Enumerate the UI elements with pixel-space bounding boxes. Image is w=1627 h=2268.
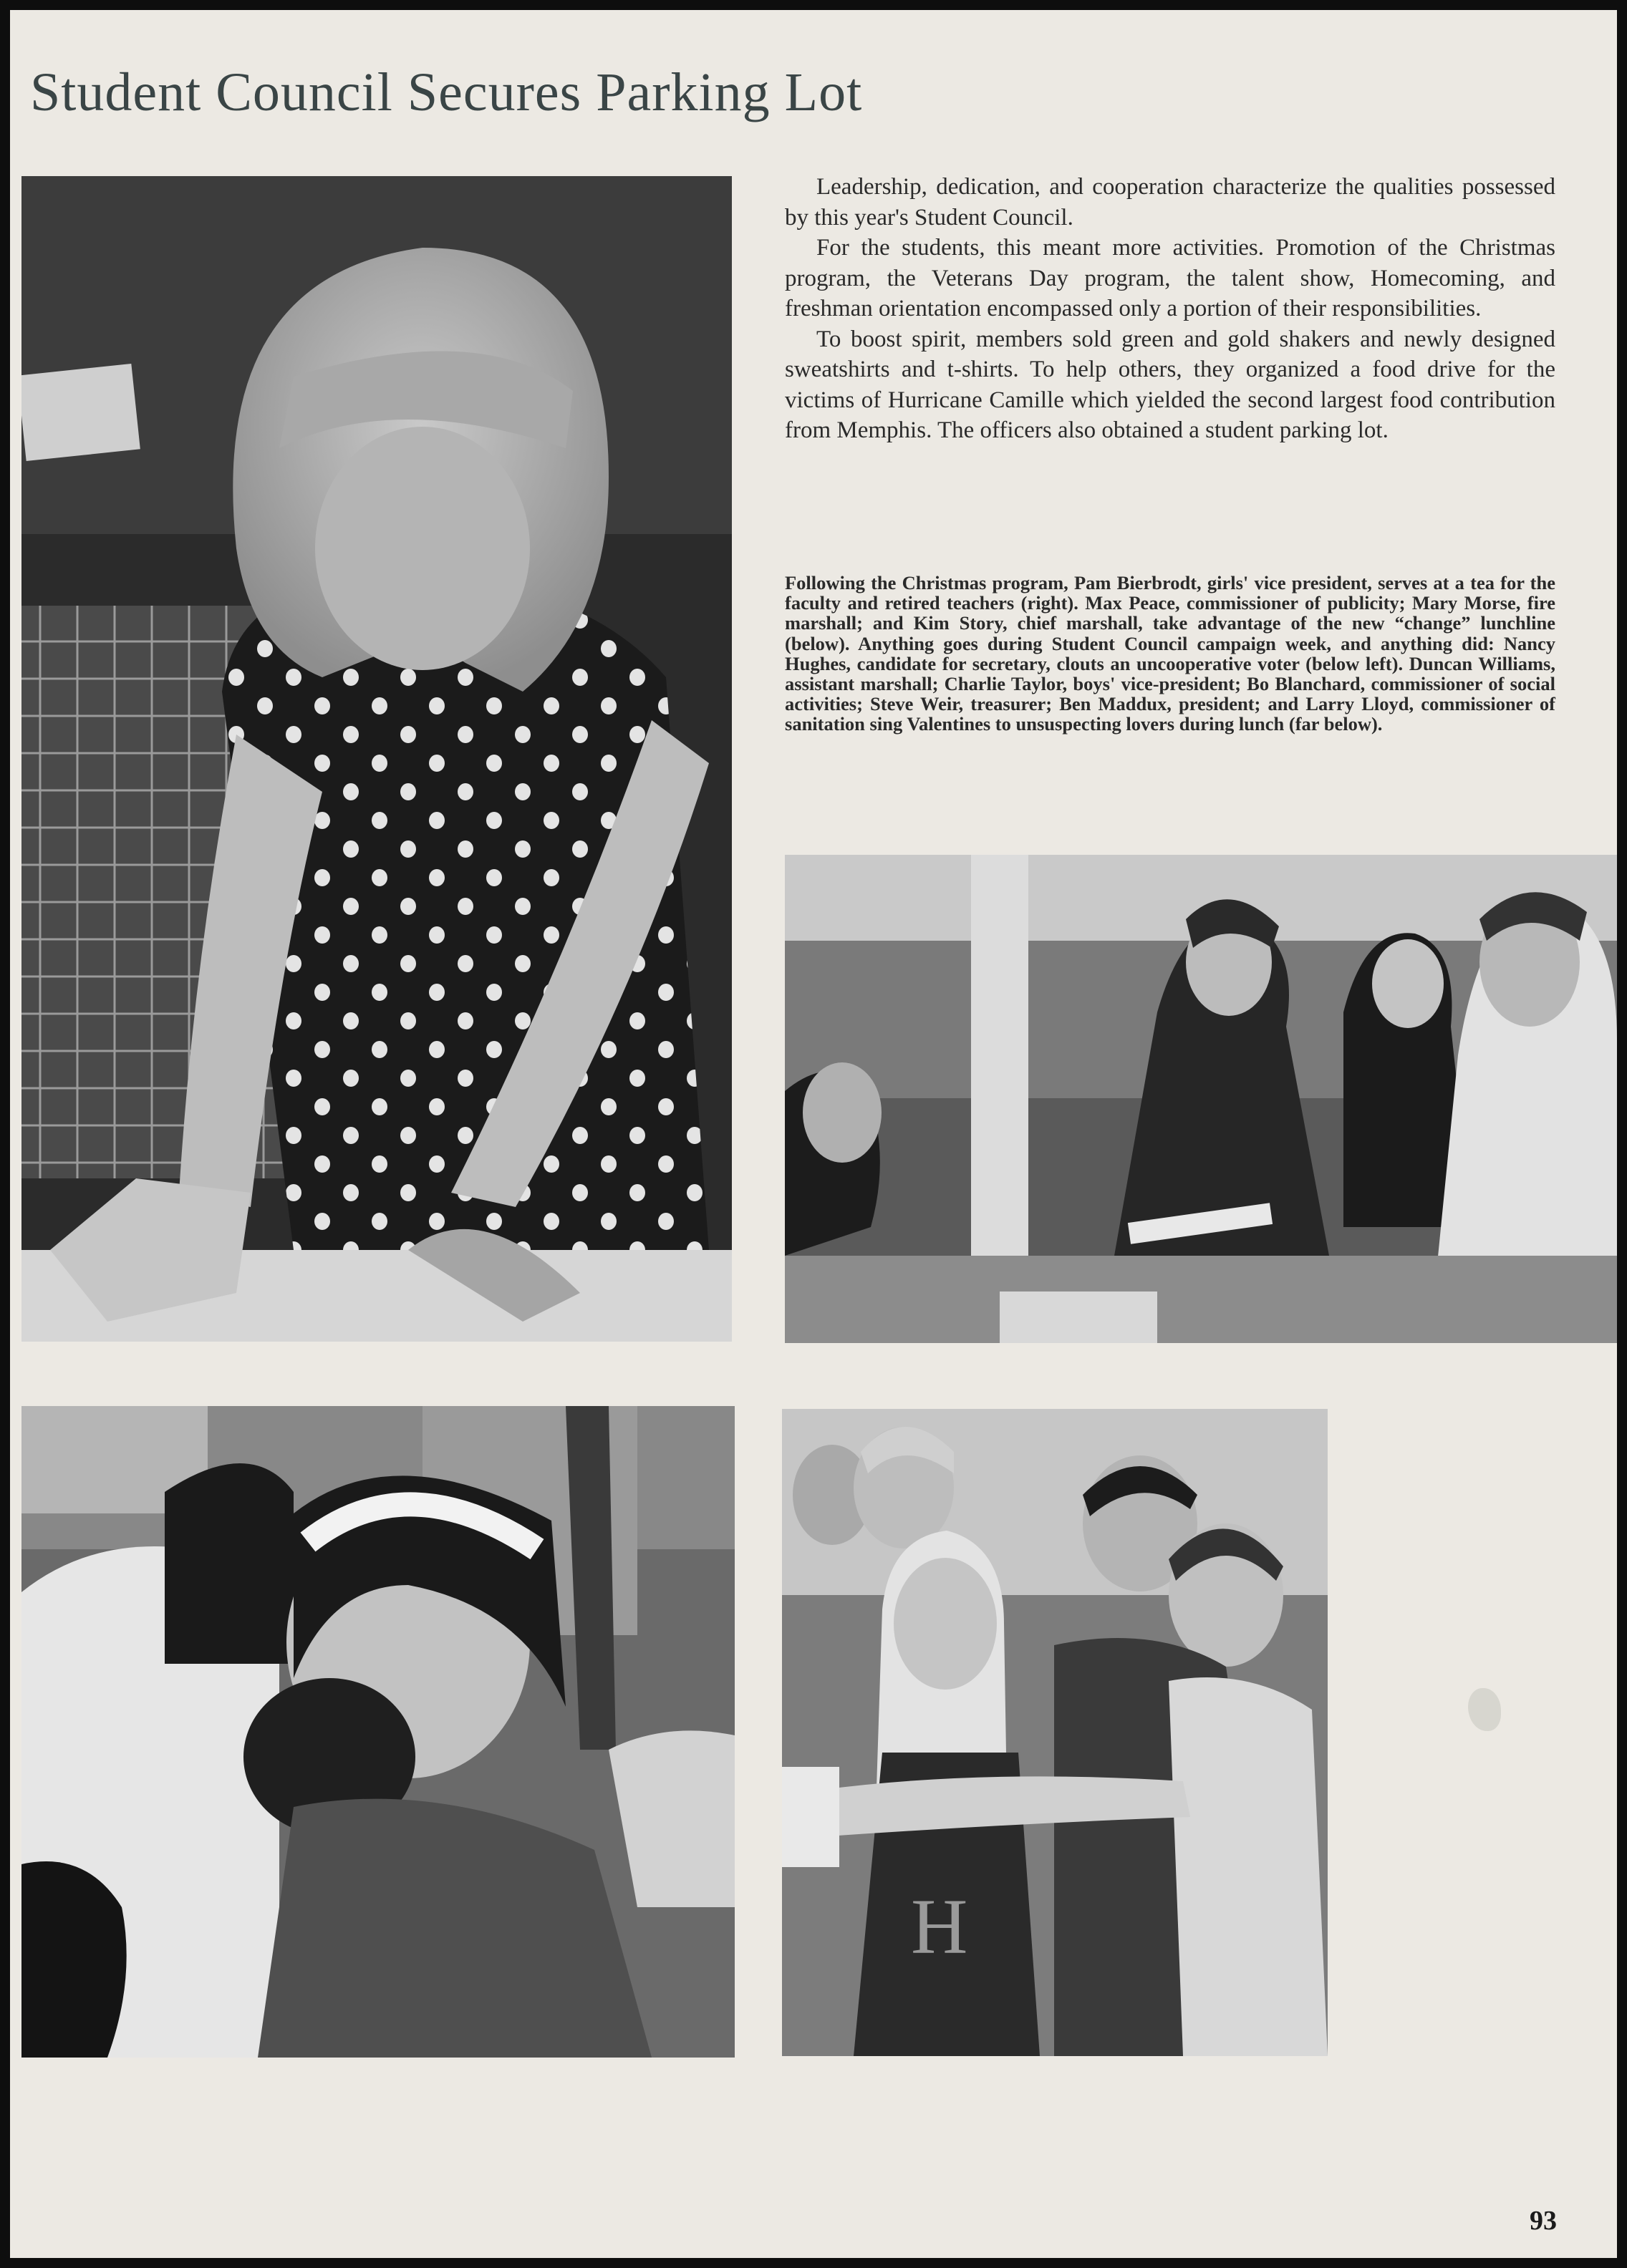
body-paragraph: Leadership, dedication, and cooperation characterize the qualities possessed by this year's Student Council.: [785, 174, 1555, 231]
photo-caption: Following the Christmas program, Pam Bierbrodt, girls' vice president, serves at a tea for the faculty and retired teachers (right). Max Peace, commissioner of publicity; Mary Morse, fire marshall; and Kim Story, chief marshall, take advantage of the new “change” lunchline (below). Anything goes during Student Council campaign week, and anything did: Nancy Hughes, candidate for secretary, clouts an uncooperative voter (below left). Duncan Williams, assistant marshall; Charlie Taylor, boys' vice-president; Bo Blanchard, commissioner of social activities; Steve Weir, treasurer; Ben Maddux, president; and Larry Lloyd, commissioner of sanitation sing Valentines to unsuspecting lovers during lunch (far below).: [785, 572, 1555, 735]
article-body: [785, 172, 1555, 446]
photo-tea-server: [21, 176, 732, 1342]
body-paragraph: For the students, this meant more activities. Promotion of the Christmas program, the Veterans Day program, the talent show, Homecoming, and freshman orientation encompassed only a portion of their responsibilities.: [785, 235, 1555, 321]
photo-change-lunchline: [785, 855, 1617, 1343]
photo-singing-valentines: [782, 1409, 1328, 2056]
page-title: Student Council Secures Parking Lot: [30, 62, 863, 122]
svg-text:H: H: [911, 1883, 968, 1970]
page-number: 93: [1530, 2206, 1557, 2236]
yearbook-page: [10, 10, 1617, 2258]
page-blemish: [1468, 1688, 1501, 1731]
body-paragraph: To boost spirit, members sold green and gold shakers and newly designed sweatshirts and t-shirts. To help others, they organized a food drive for the victims of Hurricane Camille which yielded the second largest food contribution from Memphis. The officers also obtained a student parking lot.: [785, 326, 1555, 443]
photo-campaign-boxing: [21, 1406, 735, 2058]
